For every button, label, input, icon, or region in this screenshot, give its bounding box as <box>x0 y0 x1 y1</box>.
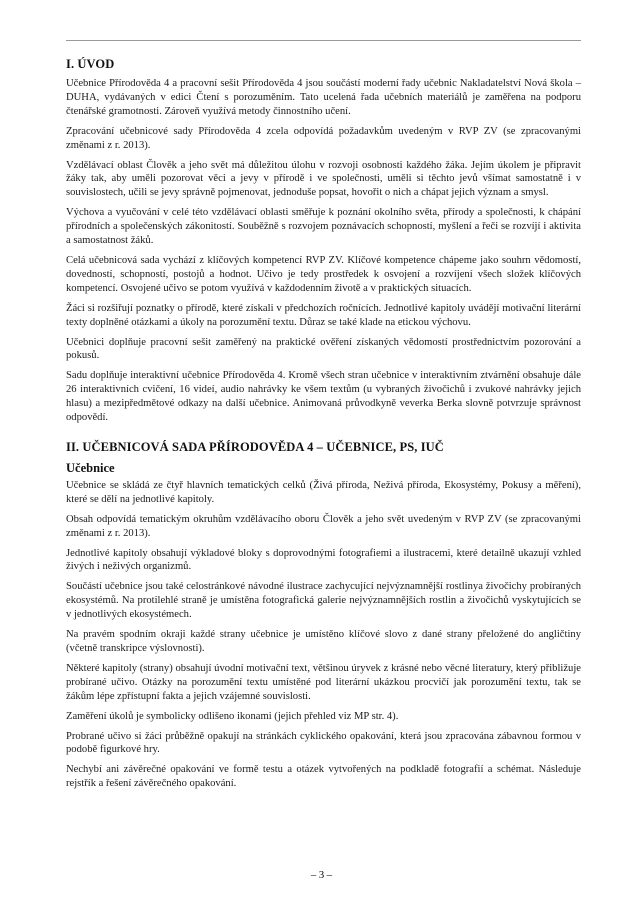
paragraph: Žáci si rozšiřují poznatky o přírodě, které získali v předchozích ročnících. Jednotlivé kapitoly uvádějí motivační literární texty doplněné otázkami a úkoly na porozumění textu. Důraz se také klade na etickou výchovu. <box>66 302 581 328</box>
section-title-intro: I. ÚVOD <box>66 57 115 71</box>
paragraph: Některé kapitoly (strany) obsahují úvodní motivační text, většinou úryvek z krásné nebo věcné literatury, který přibližuje probírané učivo. Otázky na porozumění textu umístěné pod literární ukázkou procvičí jak porozumění textu, tak se žákům lépe zpřístupní fakta a jejich vzájemné souvislosti. <box>66 662 581 702</box>
top-rule <box>66 40 581 41</box>
paragraph: Probrané učivo si žáci průběžně opakují na stránkách cyklického opakování, která jsou zpracována zábavnou formou v podobě figurkové hry. <box>66 730 581 756</box>
paragraph: Učebnice Přírodověda 4 a pracovní sešit Přírodověda 4 jsou součástí moderní řady učebnic Nakladatelství Nová škola – DUHA, vydávaných v edici Čtení s porozuměním. Tato ucelená řada učebních materiálů je zaměřena na podporu čtenářské gramotnosti. Zároveň využívá metody činnostního učení. <box>66 78 581 117</box>
paragraph: Učebnice se skládá ze čtyř hlavních tematických celků (Živá příroda, Neživá příroda, Ekosystémy, Pokusy a měření), které se dělí na jednotlivé kapitoly. <box>66 479 581 505</box>
paragraph: Učebnici doplňuje pracovní sešit zaměřený na praktické ověření získaných vědomostí prostřednictvím pozorování a pokusů. <box>66 336 581 362</box>
paragraph: Vzdělávací oblast Člověk a jeho svět má důležitou úlohu v rozvoji osobnosti každého žáka. Jejím úkolem je připravit žáky tak, aby uměli pozorovat věci a jevy v přírodě i ve společnosti, uměli si těchto jevů všímat samostatně i v souvislostech, učili se jevy správně pojmenovat, jednoduše popsat, hovořit o nich a chápat jejich význam a smysl. <box>66 159 581 199</box>
paragraph: Celá učebnicová sada vychází z klíčových kompetencí RVP ZV. Klíčové kompetence chápeme jako souhrn vědomostí, dovedností, schopností, postojů a hodnot. Učivo je tedy prostředek k osvojení a rozvíjení všech složek klíčových kompetencí. Osvojené učivo se potom využívá v každodenním životě a v praktických situacích. <box>66 254 581 294</box>
paragraph: Součástí učebnice jsou také celostránkové návodné ilustrace zachycující nejvýznamnější rostlinya živočichy probíraných ekosystémů. Na protilehlé straně je umístěna fotografická galerie nejvýznamnějších rostlin a živočichů vyskytujících se v jednotlivých ekosystémech. <box>66 581 581 621</box>
paragraph: Zaměření úkolů je symbolicky odlišeno ikonami (jejich přehled viz MP str. 4). <box>66 710 399 722</box>
paragraph: Obsah odpovídá tematickým okruhům vzdělávacího oboru Člověk a jeho svět uvedeným v RVP ZV (se zpracovanými změnami z r. 2013). <box>66 513 581 539</box>
paragraph: Sadu doplňuje interaktivní učebnice Přírodověda 4. Kromě všech stran učebnice v interaktivním ztvárnění obsahuje dále 26 interaktivních cvičení, 16 videí, audio nahrávky ke všem textům (u vybraných živočichů i zvukové nahrávky jejich hlasu) a mezipředmětové odkazy na další učebnice. Animovaná průvodkyně veverka Berka slovně potvrzuje správnost odpovědí. <box>66 370 581 424</box>
paragraph: Výchova a vyučování v celé této vzdělávací oblasti směřuje k poznání okolního světa, přírody a společnosti, k chápání přírodních a společenských zákonitostí. Souběžně s rozvojem poznávacích schopností, myšlení a řeči se rozvíjí i aktivita a samostatnost žáků. <box>66 207 581 247</box>
paragraph: Zpracování učebnicové sady Přírodověda 4 zcela odpovídá požadavkům uvedeným v RVP ZV (se zpracovanými změnami z r. 2013). <box>66 125 581 151</box>
paragraph: Jednotlivé kapitoly obsahují výkladové bloky s doprovodnými fotografiemi a ilustracemi, které detailně ukazují vzhled živých i neživých organizmů. <box>66 547 581 573</box>
section-title-textbook-set: II. UČEBNICOVÁ SADA PŘÍRODOVĚDA 4 – UČEBNICE, PS, IUČ <box>66 439 444 454</box>
paragraph: Nechybí ani závěrečné opakování ve formě testu a otázek vytvořených na podkladě fotografií a schémat. Následuje rejstřík a řešení závěrečného opakování. <box>66 764 581 790</box>
paragraph: Na pravém spodním okraji každé strany učebnice je umístěno klíčové slovo z dané strany přeložené do angličtiny (včetně transkripce výslovnosti). <box>66 629 581 654</box>
subsection-title-textbook: Učebnice <box>66 460 115 475</box>
page-number: – 3 – <box>310 870 333 881</box>
